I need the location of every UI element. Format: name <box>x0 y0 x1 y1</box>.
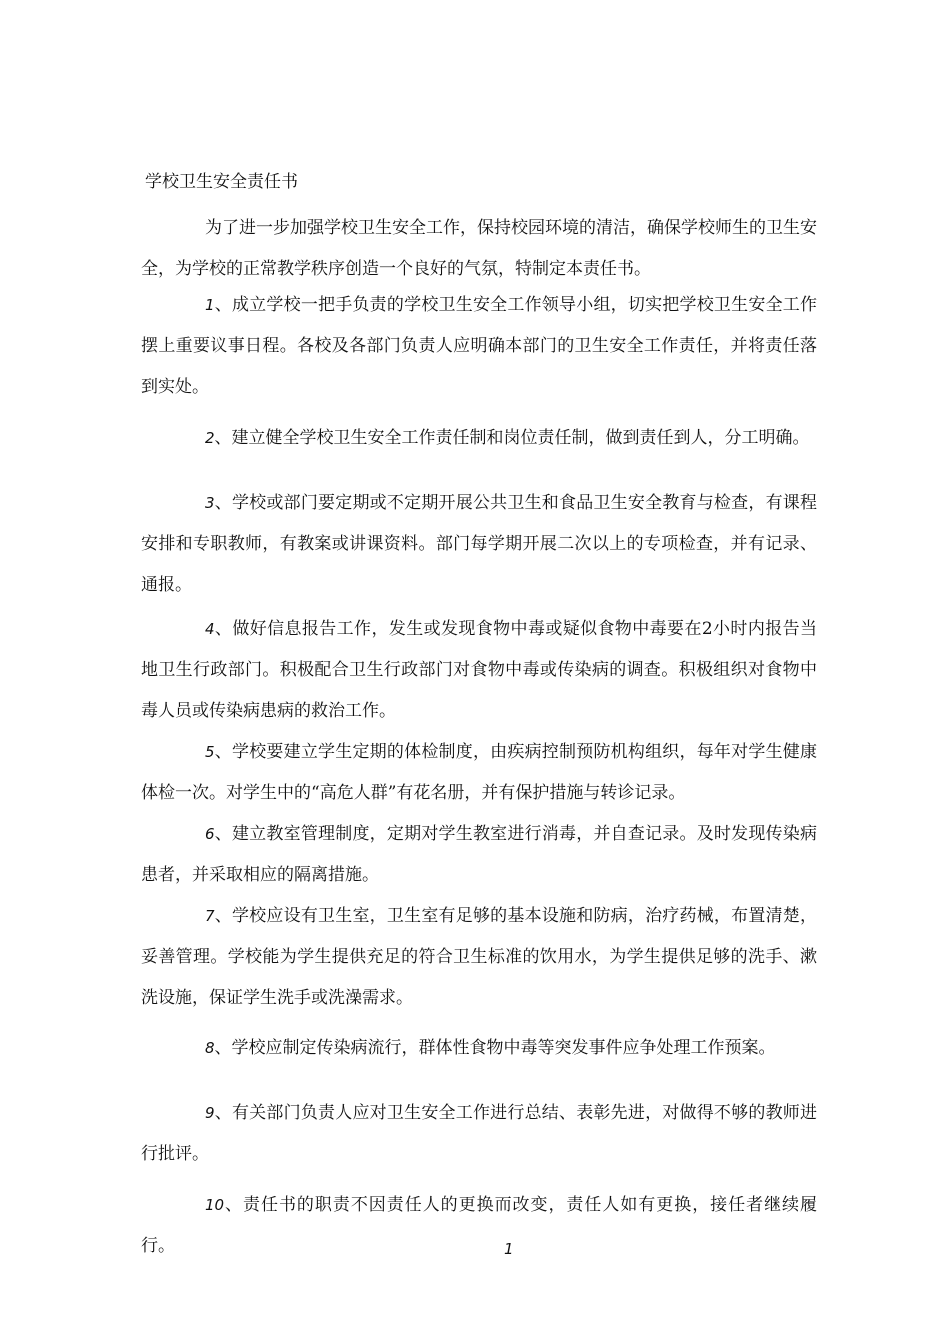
clause-10 <box>141 1185 817 1267</box>
clause-number: 7 <box>205 907 215 925</box>
clause-text: 、建立健全学校卫生安全工作责任制和岗位责任制，做到责任到人，分工明确。 <box>214 428 810 448</box>
clause-text: 、做好信息报告工作，发生或发现食物中毒或疑似食物中毒要在2小时内报告当地卫生行政部门。积极配合卫生行政部门对食物中毒或传染病的调查。积极组织对食物中毒人员或传染病患病的救治工作。 <box>141 619 817 721</box>
clause-number: 1 <box>205 296 215 314</box>
clause-text: 、学校应设有卫生室，卫生室有足够的基本设施和防病，治疗药械，布置清楚，妥善管理。学校能为学生提供充足的符合卫生标准的饮用水，为学生提供足够的洗手、漱洗设施，保证学生洗手或洗澡需求。 <box>141 906 817 1008</box>
page-number: 1 <box>504 1240 514 1258</box>
clause-9 <box>141 1093 817 1175</box>
clause-text: 、学校或部门要定期或不定期开展公共卫生和食品卫生安全教育与检查，有课程安排和专职教师，有教案或讲课资料。部门每学期开展二次以上的专项检查，并有记录、通报。 <box>141 493 817 595</box>
clause-number: 8 <box>205 1039 215 1057</box>
clause-number: 6 <box>205 825 215 843</box>
clause-number: 4 <box>205 620 215 638</box>
clause-6 <box>141 814 817 896</box>
clause-number: 5 <box>205 743 215 761</box>
clause-text: 、学校应制定传染病流行，群体性食物中毒等突发事件应争处理工作预案。 <box>214 1038 776 1058</box>
clause-text: 、成立学校一把手负责的学校卫生安全工作领导小组，切实把学校卫生安全工作摆上重要议事日程。各校及各部门负责人应明确本部门的卫生安全工作责任，并将责任落到实处。 <box>141 295 817 397</box>
clause-3 <box>141 483 817 606</box>
clause-1 <box>141 285 817 408</box>
clause-number: 2 <box>205 429 215 447</box>
clause-8 <box>141 1028 817 1069</box>
clause-text: 、责任书的职责不因责任人的更换而改变，责任人如有更换，接任者继续履行。 <box>141 1195 817 1256</box>
document-title: 学校卫生安全责任书 <box>145 172 298 192</box>
clause-4 <box>141 609 817 732</box>
clause-5 <box>141 732 817 814</box>
clause-2 <box>141 418 817 459</box>
clause-number: 10 <box>205 1196 225 1214</box>
clause-text: 、有关部门负责人应对卫生安全工作进行总结、表彰先进，对做得不够的教师进行批评。 <box>141 1103 817 1164</box>
clause-number: 3 <box>205 494 215 512</box>
clause-number: 9 <box>205 1104 215 1122</box>
clause-7 <box>141 896 817 1019</box>
clause-text: 、学校要建立学生定期的体检制度，由疾病控制预防机构组织，每年对学生健康体检一次。对学生中的“高危人群”有花名册，并有保护措施与转诊记录。 <box>141 742 817 803</box>
intro-paragraph: 为了进一步加强学校卫生安全工作，保持校园环境的清洁，确保学校师生的卫生安全，为学校的正常教学秩序创造一个良好的气氛，特制定本责任书。 <box>141 218 817 279</box>
clause-text: 、建立教室管理制度，定期对学生教室进行消毒，并自查记录。及时发现传染病患者，并采取相应的隔离措施。 <box>141 824 817 885</box>
